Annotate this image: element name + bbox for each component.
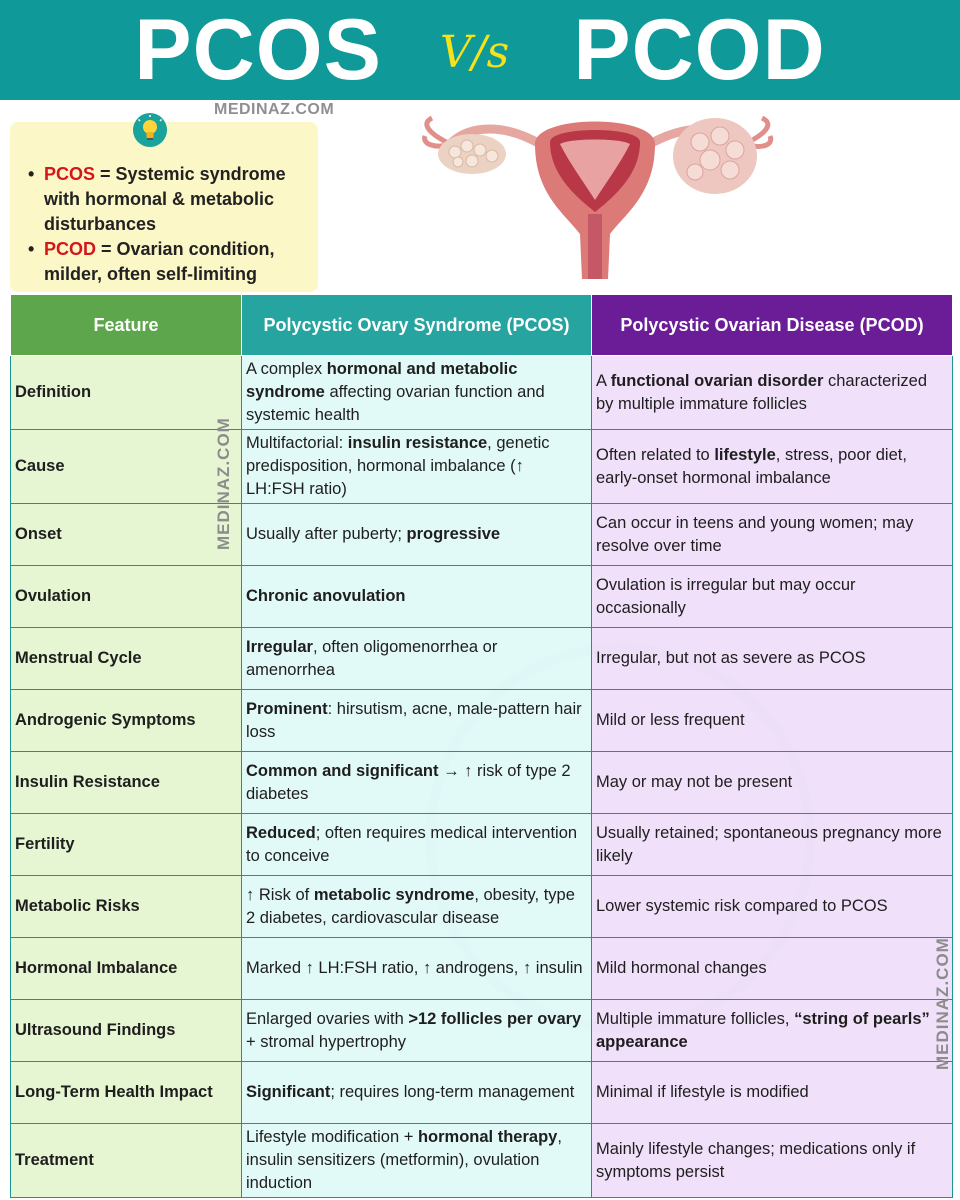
title-pcos: PCOS — [134, 2, 383, 98]
pcod-cell-text: May or may not be present — [596, 773, 793, 791]
pcos-cell-text: Prominent — [246, 699, 328, 718]
pcos-cell — [242, 504, 592, 566]
pcos-cell-text: , obesity, type 2 diabetes, cardiovascular disease — [246, 885, 575, 927]
table-row — [11, 430, 953, 504]
pcos-cell — [242, 690, 592, 752]
feature-cell: Treatment — [11, 1124, 242, 1198]
lightbulb-icon — [132, 112, 168, 148]
table-row — [11, 566, 953, 628]
pcos-cell-text: insulin resistance — [347, 434, 488, 452]
pcos-cell-text: Significant — [246, 1083, 331, 1101]
pcod-cell-text: functional ovarian disorder — [610, 371, 824, 390]
summary-text: = Ovarian condition, milder, often self-limiting — [44, 239, 275, 284]
feature-cell: Fertility — [11, 814, 242, 876]
feature-cell: Onset — [11, 504, 242, 566]
pcos-cell-text: Usually after puberty; — [246, 525, 407, 543]
summary-item — [28, 237, 318, 287]
pcos-cell-text: ↑ Risk of — [246, 885, 314, 904]
table-row — [11, 690, 953, 752]
pcos-cell-text: , insulin sensitizers (metformin), ovulation induction — [246, 1128, 562, 1192]
pcod-cell-text: Mild or less frequent — [596, 711, 745, 729]
pcos-cell-text: Irregular — [246, 637, 313, 656]
pcos-cell-text: Chronic anovulation — [246, 587, 406, 605]
pcos-cell-text: Marked ↑ LH:FSH ratio, ↑ androgens, ↑ insulin — [246, 959, 583, 977]
pcos-cell — [242, 628, 592, 690]
pcos-cell — [242, 1062, 592, 1124]
pcod-cell-text: Irregular, but not as severe as PCOS — [596, 649, 866, 667]
table-row — [11, 1000, 953, 1062]
pcos-cell-text: Multifactorial: — [246, 434, 348, 452]
feature-cell: Cause — [11, 430, 242, 504]
pcod-cell — [592, 814, 953, 876]
pcos-cell-text: >12 follicles per ovary — [408, 1009, 582, 1028]
title-banner — [0, 0, 960, 100]
pcos-cell-text: → ↑ risk of type 2 diabetes — [246, 761, 571, 803]
comparison-table — [10, 294, 953, 1198]
feature-cell: Definition — [11, 356, 242, 430]
pcod-cell-text: Multiple immature follicles, — [596, 1009, 795, 1028]
table-row — [11, 504, 953, 566]
brand-watermark-left: MEDINAZ.COM — [214, 417, 233, 550]
pcos-cell-text: Reduced — [246, 823, 316, 842]
pcos-cell-text: , often oligomenorrhea or amenorrhea — [246, 637, 498, 679]
pcos-cell-text: + stromal hypertrophy — [246, 1032, 407, 1051]
header-feature: Feature — [11, 295, 242, 356]
header-pcos: Polycystic Ovary Syndrome (PCOS) — [242, 295, 592, 356]
feature-cell: Insulin Resistance — [11, 752, 242, 814]
pcod-cell — [592, 430, 953, 504]
brand-watermark-top: MEDINAZ.COM — [214, 101, 335, 118]
pcod-cell — [592, 628, 953, 690]
table-row — [11, 628, 953, 690]
pcos-cell-text: metabolic syndrome — [313, 885, 475, 904]
pcos-cell-text: Common and significant — [246, 761, 439, 780]
summary-list — [28, 162, 318, 287]
pcod-cell-text: Minimal if lifestyle is modified — [596, 1083, 809, 1101]
pcos-cell — [242, 938, 592, 1000]
pcod-cell-text: characterized by multiple immature follicles — [596, 371, 928, 413]
pcod-cell — [592, 566, 953, 628]
feature-cell: Menstrual Cycle — [11, 628, 242, 690]
pcos-cell — [242, 752, 592, 814]
pcos-cell — [242, 876, 592, 938]
pcos-cell-text: Enlarged ovaries with — [246, 1009, 409, 1028]
pcod-cell — [592, 876, 953, 938]
pcod-cell-text: A — [596, 371, 611, 390]
table-row — [11, 876, 953, 938]
feature-cell: Metabolic Risks — [11, 876, 242, 938]
pcod-cell-text: Often related to — [596, 445, 715, 464]
table-row — [11, 814, 953, 876]
summary-text: = Systemic syndrome with hormonal & metabolic disturbances — [44, 164, 286, 234]
pcos-cell-text: ; requires long-term management — [330, 1083, 575, 1101]
title-vs: V/s — [440, 27, 510, 78]
pcod-cell — [592, 690, 953, 752]
feature-cell: Androgenic Symptoms — [11, 690, 242, 752]
pcos-cell-text: hormonal therapy — [417, 1128, 558, 1146]
pcod-cell-text: Can occur in teens and young women; may resolve over time — [596, 513, 914, 555]
summary-item — [28, 162, 318, 237]
pcod-cell-text: , stress, poor diet, early-onset hormonal imbalance — [596, 445, 907, 487]
pcod-cell-text: “string of pearls” appearance — [596, 1009, 930, 1051]
feature-cell: Ovulation — [11, 566, 242, 628]
table-row — [11, 938, 953, 1000]
uterus-illustration — [410, 104, 780, 288]
pcod-cell-text: Mainly lifestyle changes; medications only if symptoms persist — [596, 1139, 916, 1181]
pcod-cell — [592, 1000, 953, 1062]
pcos-cell-text: ; often requires medical intervention to conceive — [246, 823, 578, 865]
feature-cell: Hormonal Imbalance — [11, 938, 242, 1000]
table-row — [11, 752, 953, 814]
table-row — [11, 356, 953, 430]
pcos-cell-text: hormonal and metabolic syndrome — [246, 360, 518, 401]
table-row — [11, 1124, 953, 1198]
pcod-cell-text: Mild hormonal changes — [596, 959, 767, 977]
pcod-cell — [592, 356, 953, 430]
feature-cell: Long-Term Health Impact — [11, 1062, 242, 1124]
pcos-cell — [242, 814, 592, 876]
pcod-cell-text: Lower systemic risk compared to PCOS — [596, 897, 888, 915]
pcod-cell-text: lifestyle — [714, 445, 776, 464]
pcos-cell — [242, 566, 592, 628]
pcod-cell — [592, 504, 953, 566]
table-header-row — [11, 295, 953, 356]
feature-cell: Ultrasound Findings — [11, 1000, 242, 1062]
summary-key: PCOS — [44, 164, 96, 184]
pcos-cell-text: Lifestyle modification + — [246, 1128, 418, 1146]
pcos-cell — [242, 1124, 592, 1198]
pcos-cell-text: : hirsutism, acne, male-pattern hair loss — [246, 699, 582, 741]
pcod-cell-text: Usually retained; spontaneous pregnancy more likely — [596, 823, 942, 865]
pcod-cell — [592, 1124, 953, 1198]
title-pcod: PCOD — [573, 2, 826, 98]
pcos-cell — [242, 356, 592, 430]
pcos-cell — [242, 430, 592, 504]
table-row — [11, 1062, 953, 1124]
comparison-table-wrapper — [10, 294, 952, 1198]
pcos-cell-text: , genetic predisposition, hormonal imbalance (↑ LH:FSH ratio) — [246, 434, 550, 498]
pcod-cell — [592, 938, 953, 1000]
pcos-cell — [242, 1000, 592, 1062]
pcod-cell-text: Ovulation is irregular but may occur occasionally — [596, 575, 856, 617]
brand-watermark-right: MEDINAZ.COM — [933, 937, 952, 1070]
pcos-cell-text: progressive — [406, 525, 501, 543]
pcod-cell — [592, 752, 953, 814]
summary-key: PCOD — [44, 239, 97, 259]
header-pcod: Polycystic Ovarian Disease (PCOD) — [592, 295, 953, 356]
pcos-cell-text: A complex — [246, 360, 327, 378]
pcod-cell — [592, 1062, 953, 1124]
pcos-cell-text: affecting ovarian function and systemic health — [246, 383, 545, 424]
